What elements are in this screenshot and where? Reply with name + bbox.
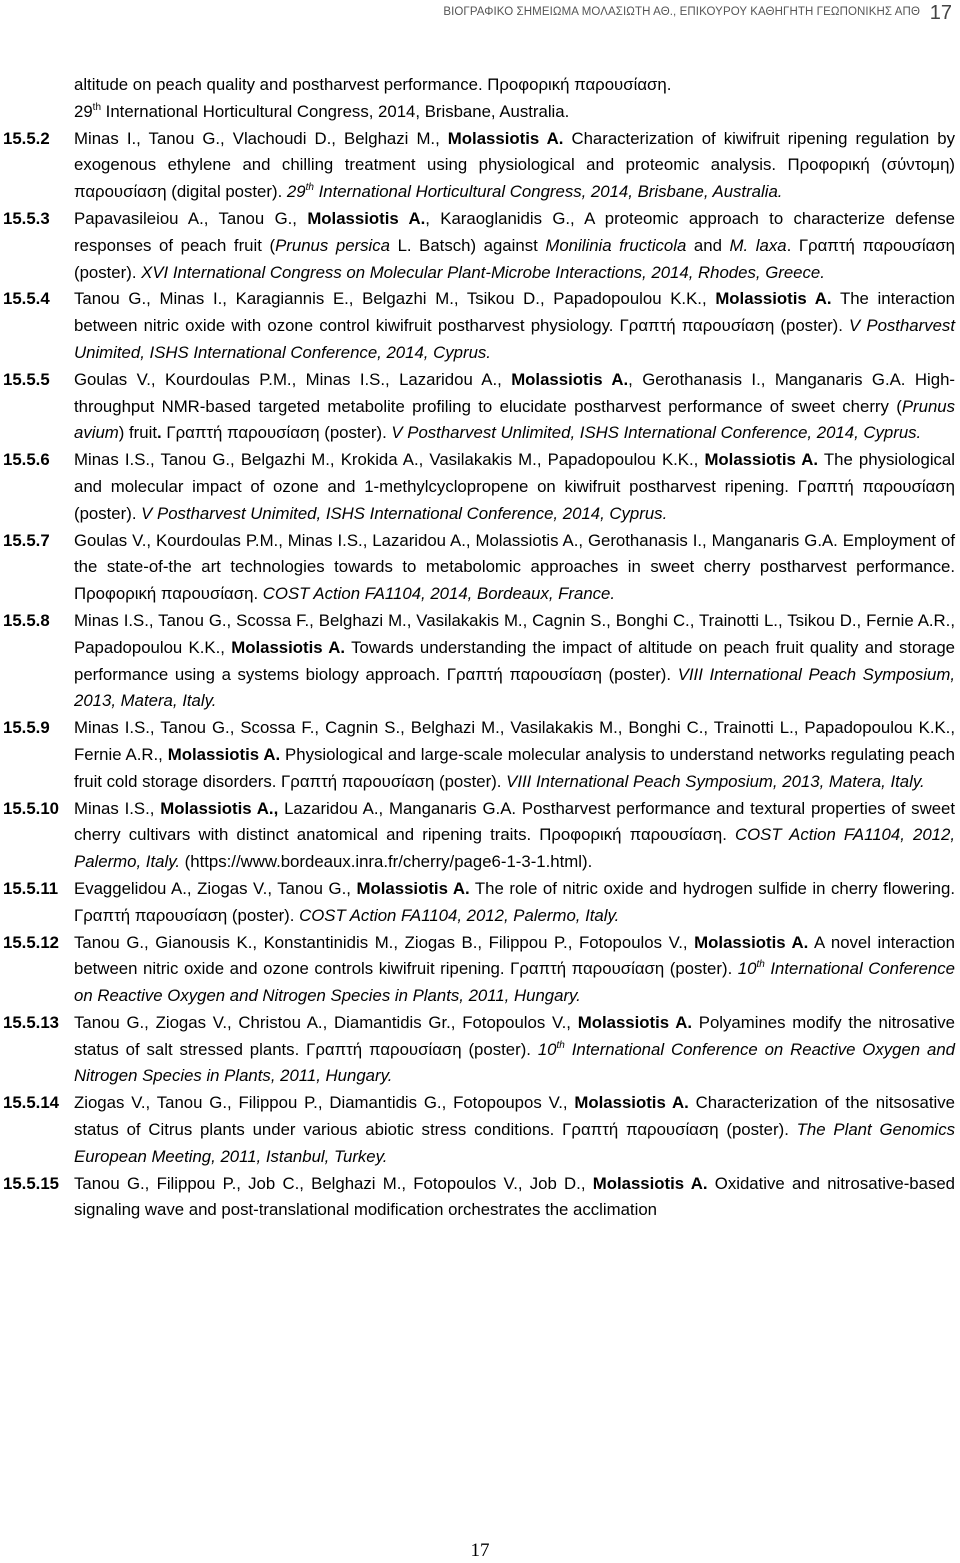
list-item: 15.5.15 Tanou G., Filippou P., Job C., Belghazi M., Fotopoulos V., Job D., Molassiotis A. Oxidative and nitrosative-based signaling wave and post-translational modification orchestrates the acclimation bbox=[0, 1171, 960, 1225]
continuation-entry bbox=[0, 72, 960, 126]
continuation-text: altitude on peach quality and postharvest performance. Προφορική παρουσίαση. bbox=[74, 75, 672, 94]
entry-number: 15.5.6 bbox=[3, 450, 50, 470]
entry-number: 15.5.13 bbox=[3, 1012, 59, 1032]
header-page-number: 17 bbox=[929, 2, 952, 24]
list-item: 15.5.14 Ziogas V., Tanou G., Filippou P., Diamantidis G., Fotopoupos V., Molassiotis A. Characterization of the nitsosative status of Citrus plants under various abiotic stress conditions. Γραπτή παρουσίαση (poster). The Plant Genomics European Meeting, 2011, Istanbul, Turkey. bbox=[0, 1090, 960, 1170]
list-item: 15.5.11 Evaggelidou A., Ziogas V., Tanou G., Molassiotis A. The role of nitric oxide and hydrogen sulfide in cherry flowering. Γραπτή παρουσίαση (poster). COST Action FA1104, 2012, Palermo, Italy. bbox=[0, 876, 960, 930]
entry-number: 15.5.4 bbox=[3, 289, 50, 309]
entry-number: 15.5.7 bbox=[3, 530, 50, 550]
entry-number: 15.5.10 bbox=[3, 798, 59, 818]
entry-number: 15.5.5 bbox=[3, 369, 50, 389]
continuation-venue: 29th International Horticultural Congress, 2014, Brisbane, Australia. bbox=[74, 101, 570, 121]
list-item: 15.5.3 Papavasileiou A., Tanou G., Molassiotis A., Karaoglanidis G., A proteomic approach to characterize defense responses of peach fruit (Prunus persica L. Batsch) against Monilinia fructicola and M. laxa. Γραπτή παρουσίαση (poster). XVI International Congress on Molecular Plant-Microbe Interactions, 2014, Rhodes, Greece. bbox=[0, 206, 960, 286]
publication-list bbox=[0, 72, 960, 1224]
list-item: 15.5.6 Minas I.S., Tanou G., Belgazhi M., Krokida A., Vasilakakis M., Papadopoulou K.K., Molassiotis A. The physiological and molecular impact of ozone and 1-methylcyclopropene on kiwifruit postharvest ripening. Γραπτή παρουσίαση (poster). V Postharvest Unimited, ISHS International Conference, 2014, Cyprus. bbox=[0, 447, 960, 527]
footer-page-number: 17 bbox=[470, 1540, 490, 1561]
entry-url[interactable]: (https://www.bordeaux.inra.fr/cherry/page6-1-3-1.html). bbox=[180, 852, 593, 872]
list-item: 15.5.8 Minas I.S., Tanou G., Scossa F., Belghazi M., Vasilakakis M., Cagnin S., Bonghi C., Trainotti L., Tsikou D., Fernie A.R., Papadopoulou K.K., Molassiotis A. Towards understanding the impact of altitude on peach fruit quality and storage performance using a systems biology approach. Γραπτή παρουσίαση (poster). VIII International Peach Symposium, 2013, Matera, Italy. bbox=[0, 608, 960, 715]
list-item: 15.5.12 Tanou G., Gianousis K., Konstantinidis M., Ziogas B., Filippou P., Fotopoulos V., Molassiotis A. A novel interaction between nitric oxide and ozone controls kiwifruit ripening. Γραπτή παρουσίαση (poster). 10th International Conference on Reactive Oxygen and Nitrogen Species in Plants, 2011, Hungary. bbox=[0, 930, 960, 1010]
page-header bbox=[0, 0, 960, 40]
list-item: 15.5.4 Tanou G., Minas I., Karagiannis E., Belgazhi M., Tsikou D., Papadopoulou K.K., Molassiotis A. The interaction between nitric oxide with ozone control kiwifruit postharvest physiology. Γραπτή παρουσίαση (poster). V Postharvest Unimited, ISHS International Conference, 2014, Cyprus. bbox=[0, 286, 960, 366]
entry-number: 15.5.15 bbox=[3, 1173, 59, 1193]
list-item: 15.5.9 Minas I.S., Tanou G., Scossa F., Cagnin S., Belghazi M., Vasilakakis M., Bonghi C., Trainotti L., Papadopoulou K.K., Fernie A.R., Molassiotis A. Physiological and large-scale molecular analysis to understand networks regulating peach fruit cold storage disorders. Γραπτή παρουσίαση (poster). VIII International Peach Symposium, 2013, Matera, Italy. bbox=[0, 715, 960, 795]
entry-number: 15.5.3 bbox=[3, 208, 50, 228]
list-item: 15.5.10 Minas I.S., Molassiotis A., Lazaridou A., Manganaris G.A. Postharvest performance and textural properties of sweet cherry cultivars with distinct anatomical and ripening traits. Προφορική παρουσίαση. COST Action FA1104, 2012, Palermo, Italy. (https://www.bordeaux.inra.fr/cherry/page6-1-3-1.html). bbox=[0, 796, 960, 876]
list-item: 15.5.13 Tanou G., Ziogas V., Christou A., Diamantidis Gr., Fotopoulos V., Molassiotis A. Polyamines modify the nitrosative status of salt stressed plants. Γραπτή παρουσίαση (poster). 10th International Conference on Reactive Oxygen and Nitrogen Species in Plants, 2011, Hungary. bbox=[0, 1010, 960, 1090]
entry-number: 15.5.2 bbox=[3, 128, 50, 148]
entry-number: 15.5.14 bbox=[3, 1093, 59, 1113]
page-footer bbox=[0, 1540, 960, 1562]
list-item: 15.5.7 Goulas V., Kourdoulas P.M., Minas I.S., Lazaridou A., Molassiotis A., Gerothanasis I., Manganaris G.A. Employment of the state-of-the art technologies towards to metabolomic approaches in sweet cherry postharvest performance. Προφορική παρουσίαση. COST Action FA1104, 2014, Bordeaux, France. bbox=[0, 528, 960, 608]
entry-number: 15.5.11 bbox=[3, 878, 59, 898]
entry-number: 15.5.12 bbox=[3, 932, 59, 952]
list-item: 15.5.2 Minas I., Tanou G., Vlachoudi D., Belghazi M., Molassiotis A. Characterization of kiwifruit ripening regulation by exogenous ethylene and chilling treatment using physiological and proteomic analysis. Προφορική (σύντομη) παρουσίαση (digital poster). 29th International Horticultural Congress, 2014, Brisbane, Australia. bbox=[0, 126, 960, 206]
header-title: ΒΙΟΓΡΑΦΙΚΟ ΣΗΜΕΙΩΜΑ ΜΟΛΑΣΙΩΤΗ ΑΘ., ΕΠΙΚΟΥΡΟΥ ΚΑΘΗΓΗΤΗ ΓΕΩΠΟΝΙΚΗΣ ΑΠΘ bbox=[443, 6, 920, 18]
entry-number: 15.5.8 bbox=[3, 610, 50, 630]
entry-number: 15.5.9 bbox=[3, 718, 50, 738]
list-item: 15.5.5 Goulas V., Kourdoulas P.M., Minas I.S., Lazaridou A., Molassiotis A., Gerothanasis I., Manganaris G.A. High-throughput NMR-based targeted metabolite profiling to elucidate postharvest performance of sweet cherry (Prunus avium) fruit. Γραπτή παρουσίαση (poster). V Postharvest Unlimited, ISHS International Conference, 2014, Cyprus. bbox=[0, 367, 960, 447]
